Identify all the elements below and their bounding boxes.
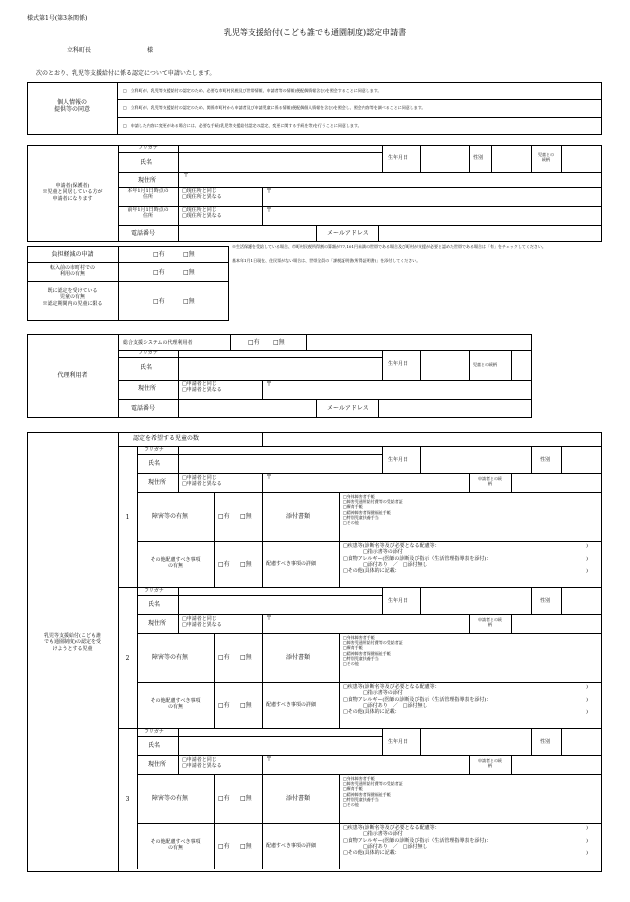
note-1: ※生活保護を受給している場合、市町村民税所得割の算額が77,101円未満の世帯である場合及び町村が支援が必要と認めた世帯である場合は「有」をチェックしてください。 (232, 244, 546, 249)
consent-item-1[interactable]: □ 立科町が、乳児等支援給付の認定のため、必要な市町村民税及び世帯情報、申請者等の情報(便配偶情報含む)を照会することに同意します。 (123, 88, 382, 93)
child-1-furigana-label: フリガナ (144, 447, 164, 453)
consent-label: 個人情報の 提供等の同意 (53, 99, 90, 114)
jan1-prev-postal-mark: 〒 (266, 207, 273, 214)
child-2-name-label: 氏名 (148, 601, 161, 608)
child-1-detail-lines[interactable]: □疾患等(診断名等及び必要となる配慮等： □指示書等の添付 □食物アレルギー(医師の診断及び指示（生活管理指導表を添付)： □添付あり ／ □添付無し □その他(具体的に記載： (343, 543, 492, 574)
child-1-close-paren: ) (586, 555, 588, 562)
agent-email-input[interactable] (382, 403, 527, 413)
jan1-this-year-label: 本年1月1日時点の 住所 (127, 188, 169, 201)
agent-phone-input[interactable] (182, 403, 312, 413)
agent-postal-mark: 〒 (266, 381, 273, 388)
child-2-postal-mark: 〒 (266, 615, 273, 622)
children-count-label: 認定を希望する児童の数 (133, 435, 200, 442)
child-block-top-line (118, 728, 602, 729)
applicant-email-input[interactable] (382, 229, 597, 239)
child-3-address-label: 現住所 (148, 761, 167, 768)
child-1-birthdate-label: 生年月日 (388, 457, 409, 463)
applicant-label: 申請者(保護者) ※児童と同居している方が 申請者になります (42, 183, 103, 202)
child-3-disability-yes[interactable]: □有 (218, 795, 230, 802)
child-2-disability-yes[interactable]: □有 (218, 654, 230, 661)
agent-system-yes[interactable]: □有 (248, 339, 260, 346)
child-3-detail-lines[interactable]: □疾患等(診断名等及び必要となる配慮等： □指示書等の添付 □食物アレルギー(医師の診断及び指示（生活管理指導表を添付)： □添付あり ／ □添付無し □その他(具体的に記載： (343, 825, 492, 856)
children-section-label: 乳児等支援給付(こども誰 でも通園制度)の認定を受 けようとする児童 (44, 633, 101, 652)
child-1-close-paren: ) (586, 543, 588, 549)
child-3-birthdate-label: 生年月日 (388, 739, 409, 745)
child-2-close-paren: ) (586, 696, 588, 703)
child-2-furigana-label: フリガナ (144, 588, 164, 594)
child-3-disability-label: 障害等の有無 (152, 795, 189, 802)
existing-yes[interactable]: □有 (153, 298, 165, 305)
child-1-postal-mark: 〒 (266, 474, 273, 481)
child-2-docs-list[interactable]: □身体障害者手帳 □障害児通所給付費等の受給者証 □療育手帳 □精神障害者保健福祉手帳 □特別児童扶養手当 □その他 (343, 635, 403, 666)
applicant-address-label: 現住所 (138, 177, 157, 184)
child-1-close-paren: ) (586, 568, 588, 574)
child-2-disability-label: 障害等の有無 (152, 654, 189, 661)
child-2-other-yes[interactable]: □有 (218, 702, 230, 709)
child-3-number: 3 (125, 796, 130, 803)
child-3-detail-label: 配慮すべき事項の詳細 (266, 843, 316, 849)
child-1-other-label: その他配慮すべき事項 の有無 (150, 557, 201, 570)
burden-label: 負担軽減の申請 (51, 251, 94, 258)
child-1-address-options[interactable]: □申請者と同じ □申請者と異なる (182, 475, 222, 488)
child-1-other-no[interactable]: □無 (240, 561, 252, 568)
child-3-disability-no[interactable]: □無 (240, 795, 252, 802)
child-2-close-paren: ) (586, 709, 588, 715)
applicant-name-input[interactable] (182, 155, 377, 169)
child-2-other-no[interactable]: □無 (240, 702, 252, 709)
intro-text: 次のとおり、乳児等支援給付に係る認定について申請いたします。 (36, 70, 216, 77)
agent-address-label: 現住所 (138, 385, 157, 392)
child-3-other-yes[interactable]: □有 (218, 843, 230, 850)
agent-address-options[interactable]: □申請者と同じ □申請者と異なる (182, 381, 222, 394)
child-2-disability-no[interactable]: □無 (240, 654, 252, 661)
burden-no[interactable]: □無 (183, 251, 195, 258)
jan1-this-year-options[interactable]: □現住所と同じ □現住所と異なる (182, 188, 222, 201)
transfer-label: 転入前の市町村での 利用の有無 (49, 265, 95, 278)
child-3-address-options[interactable]: □申請者と同じ □申請者と異なる (182, 757, 222, 770)
child-3-attached-docs-label: 添付書類 (286, 795, 311, 802)
agent-furigana-label: フリガナ (138, 350, 158, 356)
jan1-this-postal-mark: 〒 (266, 188, 273, 195)
applicant-phone-input[interactable] (182, 229, 312, 239)
existing-no[interactable]: □無 (183, 298, 195, 305)
child-1-disability-yes[interactable]: □有 (218, 513, 230, 520)
agent-system-label: 総合支援システムの代理利用者 (123, 340, 193, 346)
child-3-postal-mark: 〒 (266, 756, 273, 763)
child-1-detail-label: 配慮すべき事項の詳細 (266, 561, 316, 567)
child-3-other-no[interactable]: □無 (240, 843, 252, 850)
consent-item-2[interactable]: □ 立科町が、乳児等支援給付の認定のため、関係市町村から申請者及び申請児童に係る情報(便配偶個人情報を含む)を照会し、照会内容等を調べることに同意します。 (123, 105, 426, 110)
child-3-relation-label: 申請者との続 柄 (478, 758, 502, 769)
agent-email-label: メールアドレス (327, 405, 369, 412)
agent-label: 代理利用者 (57, 372, 88, 379)
agent-relation-label: 児童との続柄 (473, 362, 497, 367)
applicant-furigana-label: フリガナ (138, 145, 158, 151)
consent-item-3[interactable]: □ 申請した内容に変更がある場合には、必要な手続(乳児等支援給付認定の認定、変更に関する手続を等)を行うことに同意します。 (123, 123, 362, 128)
child-1-gender-label: 性別 (540, 457, 551, 463)
agent-name-input[interactable] (182, 361, 377, 375)
existing-label: 既に認定を受けている 児童の有無 ※認定期間内の児童に限る (42, 288, 103, 307)
child-2-address-label: 現住所 (148, 620, 167, 627)
jan1-prev-year-options[interactable]: □現住所と同じ □現住所と異なる (182, 207, 222, 220)
applicant-relation-label: 児童との 続柄 (538, 152, 554, 163)
addressee: 立科町長 (67, 47, 92, 54)
transfer-yes[interactable]: □有 (153, 269, 165, 276)
child-block-top-line (118, 446, 602, 447)
agent-system-no[interactable]: □無 (273, 339, 285, 346)
child-2-gender-label: 性別 (540, 598, 551, 604)
child-3-other-label: その他配慮すべき事項 の有無 (150, 839, 201, 852)
transfer-no[interactable]: □無 (183, 269, 195, 276)
applicant-phone-label: 電話番号 (131, 230, 156, 237)
applicant-gender-label: 性別 (473, 155, 484, 161)
child-2-attached-docs-label: 添付書類 (286, 654, 311, 661)
child-2-detail-lines[interactable]: □疾患等(診断名等及び必要となる配慮等： □指示書等の添付 □食物アレルギー(医師の診断及び指示（生活管理指導表を添付)： □添付あり ／ □添付無し □その他(具体的に記載： (343, 684, 492, 715)
child-2-detail-label: 配慮すべき事項の詳細 (266, 702, 316, 708)
child-1-disability-no[interactable]: □無 (240, 513, 252, 520)
child-2-close-paren: ) (586, 684, 588, 690)
child-1-name-label: 氏名 (148, 460, 161, 467)
form-title: 乳児等支援給付(こども誰でも通園制度)認定申請書 (223, 28, 407, 37)
form-number: 様式第1号(第3条関係) (27, 15, 88, 22)
burden-yes[interactable]: □有 (153, 251, 165, 258)
applicant-name-label: 氏名 (140, 159, 153, 166)
child-1-relation-label: 申請者との続 柄 (478, 476, 502, 487)
agent-birthdate-label: 生年月日 (388, 361, 409, 367)
child-3-docs-list[interactable]: □身体障害者手帳 □障害児通所給付費等の受給者証 □療育手帳 □精神障害者保健福祉手帳 □特別児童扶養手当 □その他 (343, 776, 403, 807)
child-1-attached-docs-label: 添付書類 (286, 513, 311, 520)
applicant-email-label: メールアドレス (327, 230, 369, 237)
child-3-furigana-label: フリガナ (144, 729, 164, 735)
child-3-close-paren: ) (586, 825, 588, 831)
child-1-address-label: 現住所 (148, 479, 167, 486)
child-2-other-label: その他配慮すべき事項 の有無 (150, 698, 201, 711)
agent-phone-label: 電話番号 (131, 405, 156, 412)
child-block-top-line (118, 587, 602, 588)
note-2: 基本年1月1日現在、住民票がない場合は、世帯全員の「課税証明書(所得証明書)」を添付してください。 (232, 258, 421, 263)
child-3-gender-label: 性別 (540, 739, 551, 745)
child-1-disability-label: 障害等の有無 (152, 513, 189, 520)
child-1-other-yes[interactable]: □有 (218, 561, 230, 568)
applicant-birthdate-label: 生年月日 (388, 155, 409, 161)
child-2-relation-label: 申請者との続 柄 (478, 617, 502, 628)
children-section (27, 432, 602, 872)
child-1-number: 1 (125, 514, 130, 521)
agent-name-label: 氏名 (140, 364, 153, 371)
child-3-name-label: 氏名 (148, 742, 161, 749)
honorific: 様 (147, 47, 154, 54)
child-2-number: 2 (125, 655, 130, 662)
child-3-close-paren: ) (586, 837, 588, 844)
jan1-prev-year-label: 前年1月1日時点の 住所 (127, 207, 169, 220)
child-2-address-options[interactable]: □申請者と同じ □申請者と異なる (182, 616, 222, 629)
applicant-postal-mark: 〒 (183, 172, 190, 179)
child-1-docs-list[interactable]: □身体障害者手帳 □障害児通所給付費等の受給者証 □療育手帳 □精神障害者保健福祉手帳 □特別児童扶養手当 □その他 (343, 494, 403, 525)
child-2-birthdate-label: 生年月日 (388, 598, 409, 604)
child-3-close-paren: ) (586, 850, 588, 856)
